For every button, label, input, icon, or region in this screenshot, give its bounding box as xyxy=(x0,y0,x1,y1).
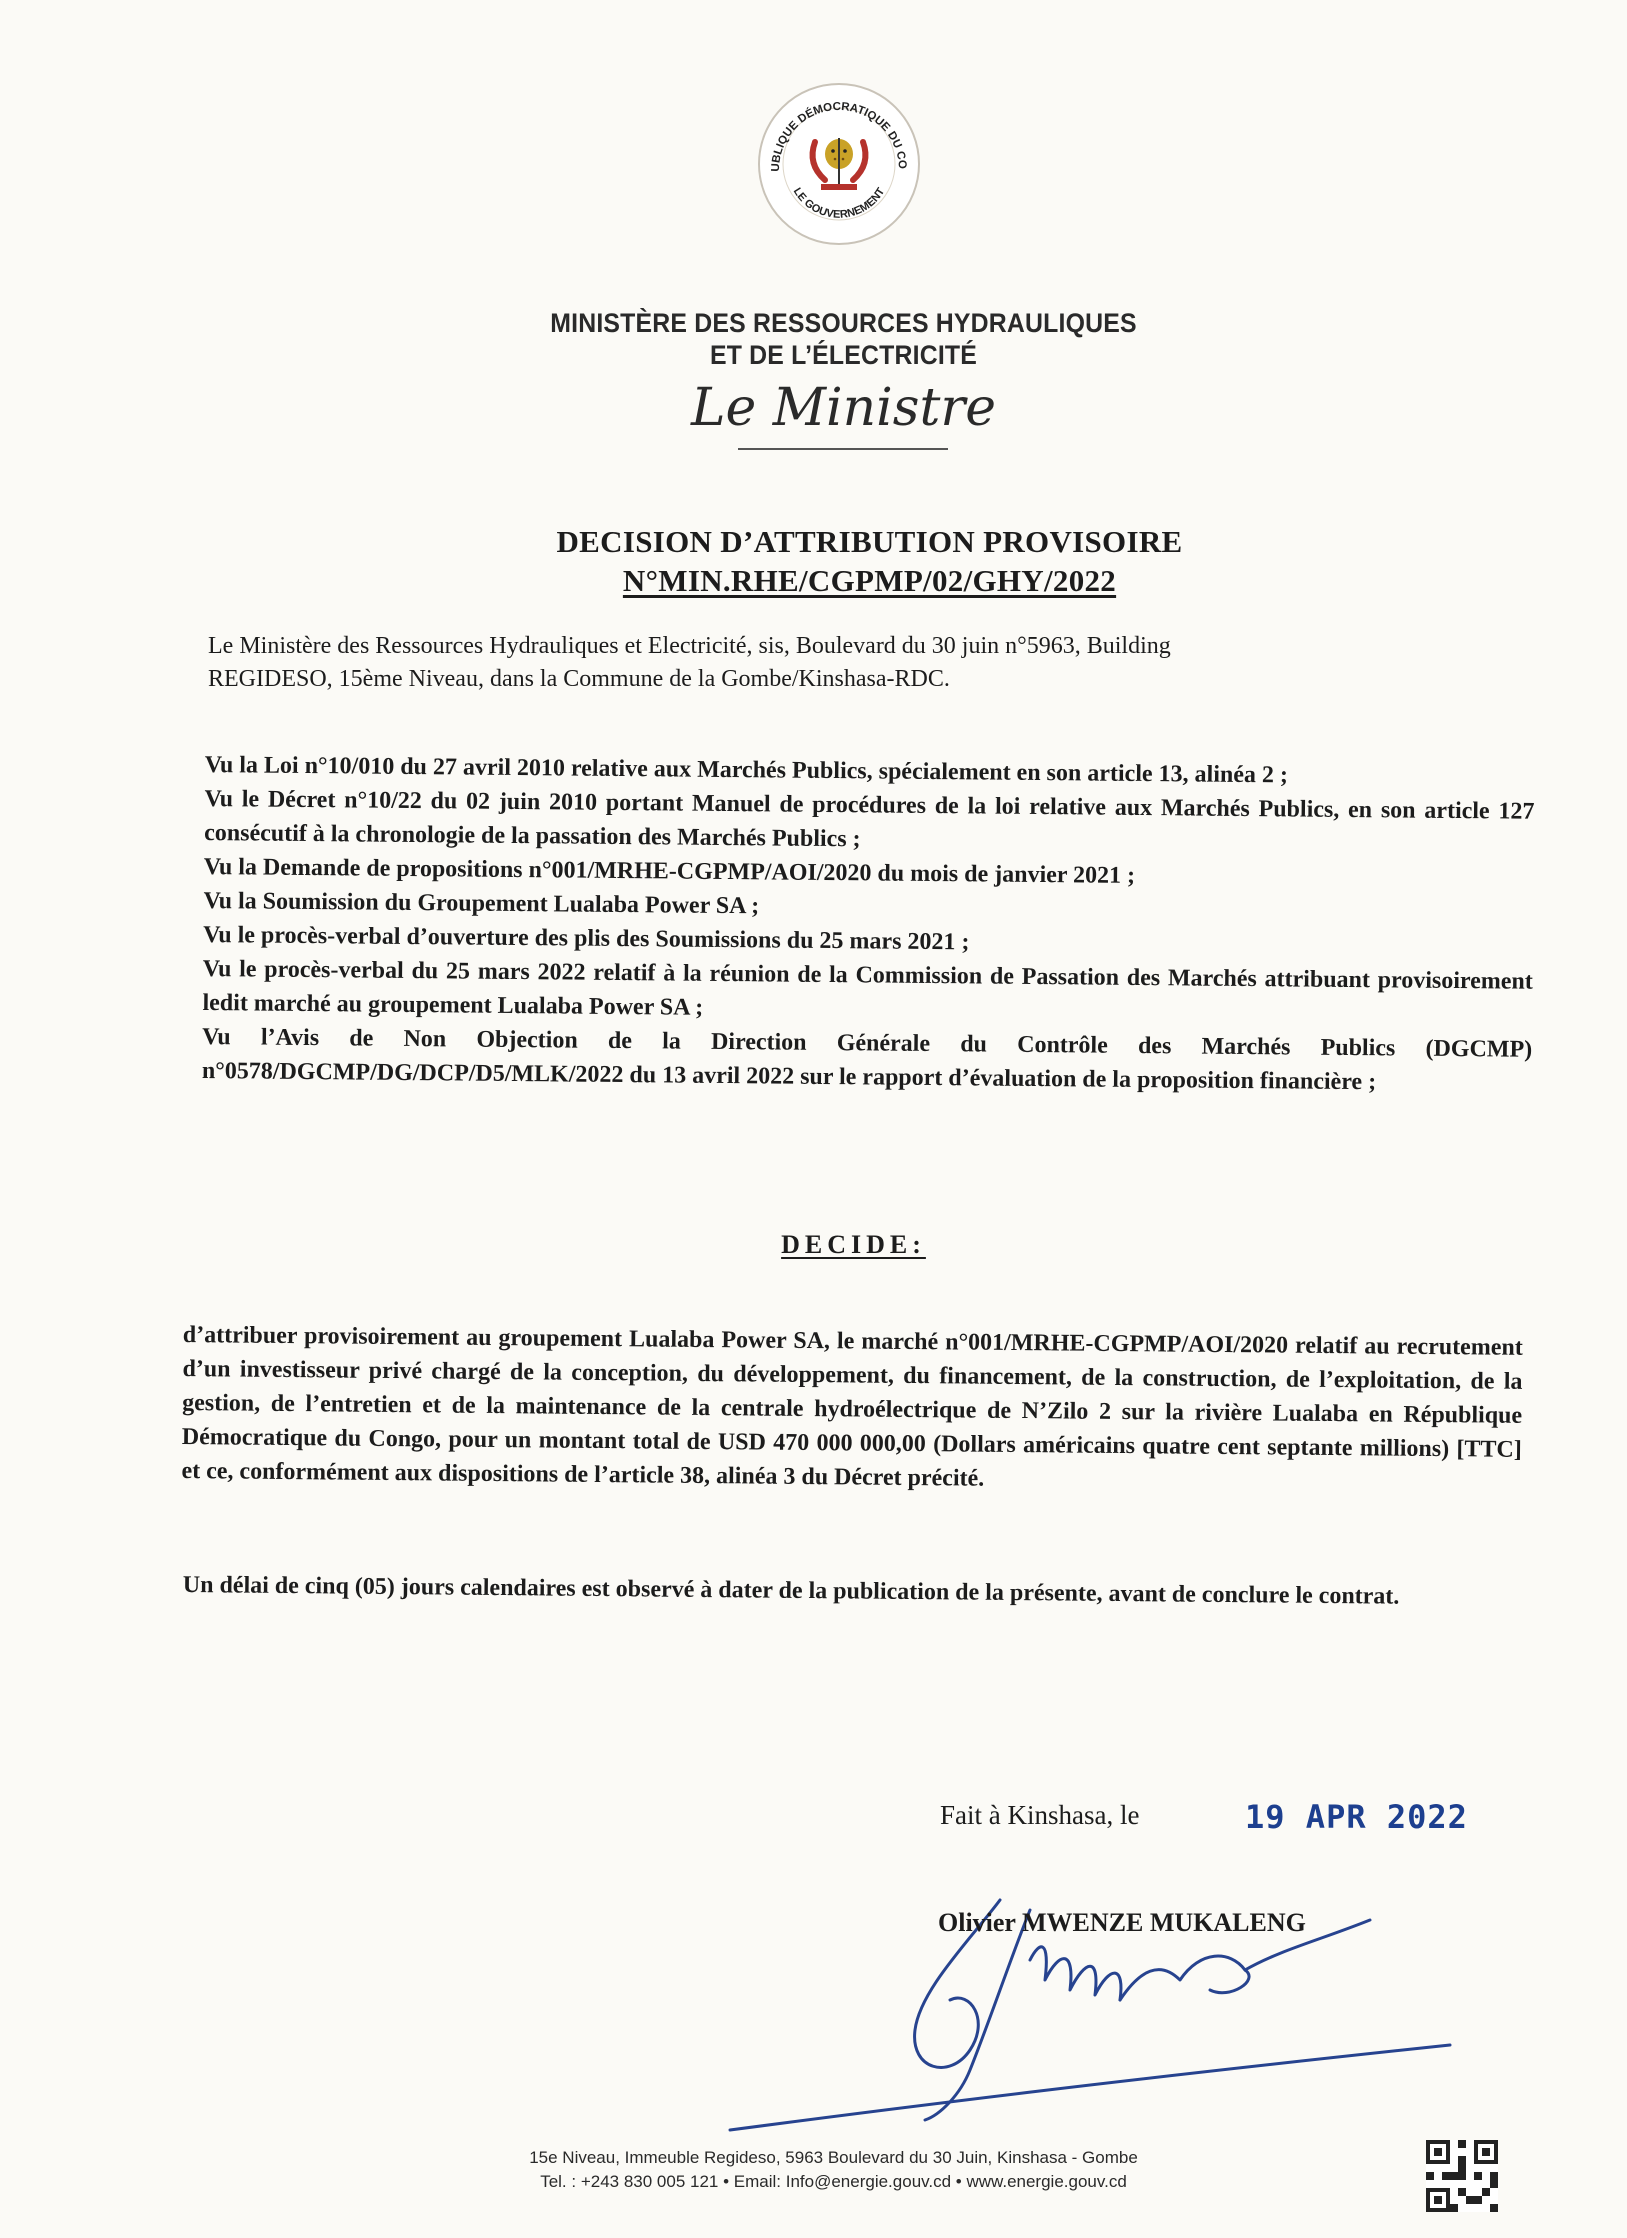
considerants-list xyxy=(202,748,1535,1101)
delay-text: Un délai de cinq (05) jours calendaires est observé à dater de la publication de la présente, avant de conclure le contrat. xyxy=(182,1571,1400,1610)
intro-paragraph xyxy=(208,630,1388,696)
footer-address: 15e Niveau, Immeuble Regideso, 5963 Boulevard du 30 Juin, Kinshasa - Gombe xyxy=(529,2148,1138,2167)
considerant-item: Vu le Décret n°10/22 du 02 juin 2010 portant Manuel de procédures de la loi relative aux Marchés Publics, en son article 127 consécutif à la chronologie de la passation des Marchés Publics ; xyxy=(204,785,1535,853)
decision-text: d’attribuer provisoirement au groupement Lualaba Power SA, le marché n°001/MRHE-CGPMP/AOI/2020 relatif au recrutement d’un investisseur privé chargé de la conception, du développement, du financement, de la construction, de l’exploitation, de la gestion, de l’entretien et de la maintenance de la centrale hydroélectrique de N’Zilo 2 sur la rivière Lualaba en République Démocratique du Congo, pour un montant total de USD 470 000 000,00 (Dollars américains quatre cent septante millions) [TTC] et ce, conformément aux dispositions de l’article 38, alinéa 3 du Décret précité. xyxy=(181,1321,1523,1492)
footer-contacts: Tel. : +243 830 005 121 • Email: Info@energie.gouv.cd • www.energie.gouv.cd xyxy=(540,2172,1127,2191)
delay-paragraph xyxy=(183,1568,1523,1615)
signatory-name: Olivier MWENZE MUKALENG xyxy=(938,1908,1306,1937)
intro-line1: Le Ministère des Ressources Hydrauliques et Electricité, sis, Boulevard du 30 juin n°5963, Building xyxy=(208,633,1171,659)
decision-reference-number: N°MIN.RHE/CGPMP/02/GHY/2022 xyxy=(622,563,1117,598)
seal-text-bottom: LE GOUVERNEMENT xyxy=(790,185,888,221)
ministry-name-line2: ET DE L’ÉLECTRICITÉ xyxy=(709,340,978,370)
considerant-item: Vu la Demande de propositions n°001/MRHE-CGPMP/AOI/2020 du mois de janvier 2021 ; xyxy=(203,853,1136,889)
ministry-name-line1: MINISTÈRE DES RESSOURCES HYDRAULIQUES xyxy=(550,308,1137,338)
government-seal xyxy=(755,80,923,248)
considerant-item: Vu l’Avis de Non Objection de la Direction Générale du Contrôle des Marchés Publics (DGCMP) n°0578/DGCMP/DG/DCP/D5/MLK/2022 du 13 avril 2022 sur le rapport d’évaluation de la proposition financière ; xyxy=(201,1023,1533,1096)
considerant-item: Vu le procès-verbal d’ouverture des plis des Soumissions du 25 mars 2021 ; xyxy=(203,921,970,956)
date-stamp: 19 APR 2022 xyxy=(1245,1798,1468,1836)
heading-underline xyxy=(738,448,948,450)
intro-line2: REGIDESO, 15ème Niveau, dans la Commune de la Gombe/Kinshasa-RDC. xyxy=(208,666,950,692)
seal-text-top: UBLIQUE DÉMOCRATIQUE DU CO xyxy=(769,100,909,172)
decision-title: DECISION D’ATTRIBUTION PROVISOIRE xyxy=(556,524,1183,559)
decide-heading xyxy=(40,1230,1627,1260)
considerant-item: Vu le procès-verbal du 25 mars 2022 relatif à la réunion de la Commission de Passation des Marchés attribuant provisoirement ledit marché au groupement Lualaba Power SA ; xyxy=(202,955,1533,1021)
seal-emblem-icon xyxy=(755,80,923,248)
decide-label: DECIDE: xyxy=(781,1230,926,1259)
considerant-item: Vu la Soumission du Groupement Lualaba Power SA ; xyxy=(203,887,760,920)
considerant-item: Vu la Loi n°10/010 du 27 avril 2010 relative aux Marchés Publics, spécialement en son article 13, alinéa 2 ; xyxy=(204,751,1289,789)
place-of-signature: Fait à Kinshasa, le xyxy=(940,1800,1140,1830)
qr-code-icon xyxy=(1426,2140,1498,2212)
minister-heading: Le Ministre xyxy=(690,378,997,438)
decision-paragraph xyxy=(181,1318,1523,1501)
